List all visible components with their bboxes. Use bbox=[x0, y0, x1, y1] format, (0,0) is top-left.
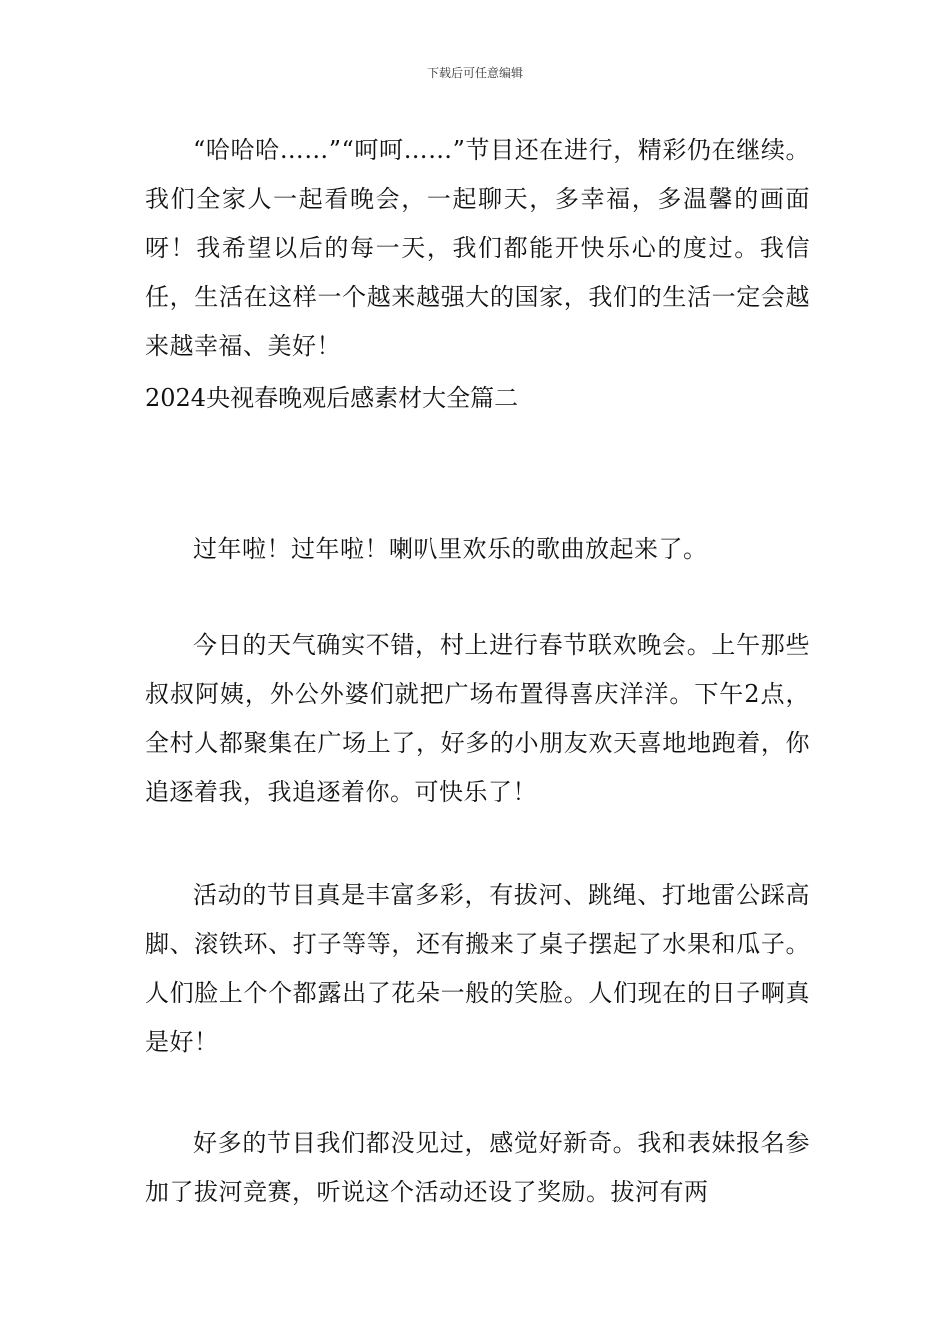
header-note: 下载后可任意编辑 bbox=[426, 66, 523, 80]
paragraph-text: 今日的天气确实不错，村上进行春节联欢晚会。上午那些叔叔阿姨，外公外婆们就把广场布置得喜庆洋洋。下午2点，全村人都聚集在广场上了，好多的小朋友欢天喜地地跑着，你追逐着我，我追逐着你。可快乐了！ bbox=[145, 631, 810, 806]
paragraph-1 bbox=[145, 126, 810, 371]
paragraph-text: 活动的节目真是丰富多彩，有拔河、跳绳、打地雷公踩高脚、滚铁环、打子等等，还有搬来了桌子摆起了水果和瓜子。人们脸上个个都露出了花朵一般的笑脸。人们现在的日子啊真是好！ bbox=[145, 881, 810, 1056]
paragraph-text: 好多的节目我们都没见过，感觉好新奇。我和表妹报名参加了拔河竞赛，听说这个活动还设了奖励。拔河有两 bbox=[145, 1129, 810, 1206]
paragraph-4 bbox=[145, 871, 810, 1067]
paragraph-3 bbox=[145, 621, 810, 817]
section-heading: 2024央视春晚观后感素材大全篇二 bbox=[145, 384, 519, 412]
paragraph-5 bbox=[145, 1119, 810, 1217]
paragraph-text: “哈哈哈……”“呵呵……”节目还在进行，精彩仍在继续。我们全家人一起看晚会，一起聊天，多幸福，多温馨的画面呀！我希望以后的每一天，我们都能开快乐心的度过。我信任，生活在这样一个越来越强大的国家，我们的生活一定会越来越幸福、美好！ bbox=[145, 136, 810, 360]
paragraph-text: 过年啦！过年啦！喇叭里欢乐的歌曲放起来了。 bbox=[193, 535, 708, 563]
paragraph-2 bbox=[145, 525, 810, 574]
